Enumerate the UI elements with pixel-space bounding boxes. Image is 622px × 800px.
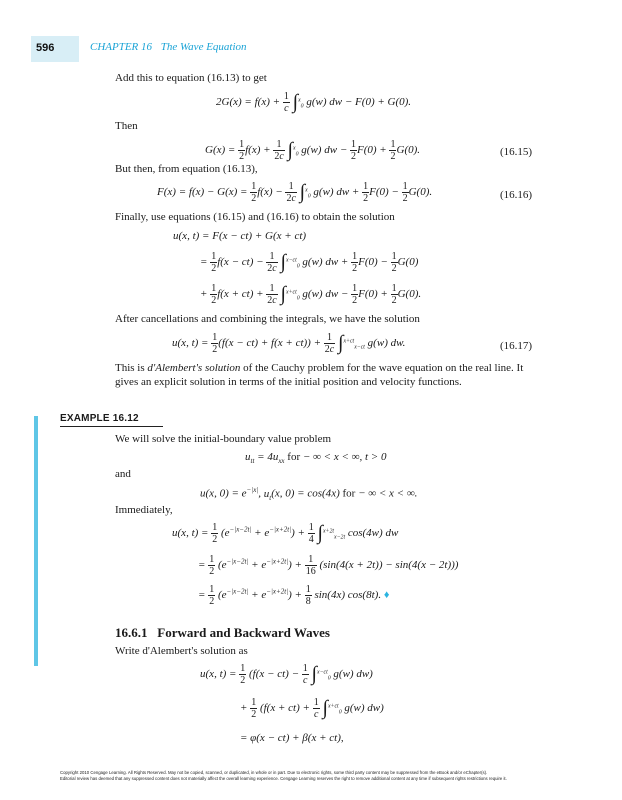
equation-example-line2: = $\frac{1}{2}$ $(e^{-|x-2t|} + e^{-|x+2t|})$ + $\frac{1}{16}$ (sin(4(x + 2t)) − sin(4(x − 2t))) (198, 554, 459, 577)
chapter-header (90, 41, 247, 53)
copyright-line-1: Copyright 2010 Cengage Learning. All Rights Reserved. May not be copied, scanned, or duplicated, in whole or in part. Due to electronic rights, some third party content may be suppressed from the eBook and/or eChapter(s). (60, 770, 488, 775)
copyright-line-2: Editorial review has deemed that any suppressed content does not materially affect the overall learning experience. Cengage Learning reserves the right to remove additional content at any time if subsequent rights restrictions require it. (60, 776, 507, 781)
chapter-number: CHAPTER 16 (90, 41, 153, 53)
equation-initial: u(x, $0) = e^{-|x|}$, $u_t(x$, 0) = cos(4x) for − ∞ < x < ∞. (200, 486, 418, 502)
equation-example-line3: = $\frac{1}{2}$ $(e^{-|x-2t|} + e^{-|x+2t|})$ + $\frac{1}{8}$ sin(4x) cos(8t). ♦ (198, 584, 390, 607)
example-and: and (115, 468, 131, 480)
equation-example-line1: u(x, t) = $\frac{1}{2}$ $(e^{-|x-2t|} + e^{-|x+2t|})$ + $\frac{1}{4}$ ∫$^{x+2t}_{x-2t}$ cos(4w) dw (172, 522, 399, 545)
equation-number-16-15: (16.15) (500, 146, 533, 158)
paragraph-dalembert-line2: gives an explicit solution in terms of the initial position and velocity functions. (115, 376, 462, 388)
equation-forward-line2: + $\frac{1}{2}$ (f(x + ct) + $\frac{1}{c}$ ∫$^{x+ct}_0$ g(w) dw) (240, 697, 384, 720)
paragraph-after-cancellations: After cancellations and combining the integrals, we have the solution (115, 313, 420, 325)
end-of-example-icon: ♦ (383, 589, 390, 602)
equation-u-def: u(x, t) = F(x − ct) + G(x + ct) (173, 230, 307, 242)
equation-dalembert: u(x, t) = $\frac{1}{2}$ (f(x − ct) + f(x + ct)) + $\frac{1}{2c}$ ∫$^{x+ct}_{x-ct}$ g(w) dw. (172, 332, 406, 355)
example-rule (60, 426, 163, 427)
example-sidebar (34, 416, 38, 666)
dalembert-emphasis: d'Alembert's solution (147, 362, 241, 374)
equation-2g: 2G(x) = f(x) + $\frac{1}{c}$ ∫$^x_0$ g(w) dw − F(0) + G(0). (216, 91, 412, 114)
equation-forward-line3: = φ(x − ct) + β(x + ct), (240, 732, 344, 744)
paragraph-dalembert-b: of the Cauchy problem for the wave equation on the real line. It (240, 362, 524, 374)
equation-number-16-17: (16.17) (500, 340, 533, 352)
paragraph-finally: Finally, use equations (16.15) and (16.16) to obtain the solution (115, 211, 395, 223)
page-number: 596 (36, 42, 55, 54)
equation-u-line2: = $\frac{1}{2}$ f(x − ct) − $\frac{1}{2c}$ ∫$^{x-ct}_0$ g(w) dw + $\frac{1}{2}$ F(0) − $\frac{1}{2}$ G(0) (200, 251, 419, 274)
example-immediately: Immediately, (115, 504, 173, 516)
paragraph-but-then: But then, from equation (16.13), (115, 163, 258, 175)
paragraph-dalembert-a: This is (115, 362, 148, 374)
equation-wave: $u_{tt} = 4u_{xx}$ for − ∞ < x < ∞, t > 0 (245, 451, 387, 466)
example-label: EXAMPLE 16.12 (60, 413, 139, 424)
equation-f: F(x) = f(x) − G(x) = $\frac{1}{2}$ f(x) − $\frac{1}{2c}$ ∫$^x_0$ g(w) dw + $\frac{1}{2}$ F(0) − $\frac{1}{2}$ G(0). (157, 181, 433, 204)
paragraph-dalembert-line1 (115, 362, 523, 375)
section-number: 16.6.1 (115, 625, 148, 640)
section-intro: Write d'Alembert's solution as (115, 645, 248, 657)
paragraph-add-this: Add this to equation (16.13) to get (115, 72, 267, 84)
example-intro: We will solve the initial-boundary value problem (115, 433, 332, 445)
equation-forward-line1: u(x, t) = $\frac{1}{2}$ (f(x − ct) − $\frac{1}{c}$ ∫$^{x-ct}_0$ g(w) dw) (200, 663, 373, 686)
chapter-title: The Wave Equation (160, 41, 247, 53)
equation-g: G(x) = $\frac{1}{2}$ f(x) + $\frac{1}{2c}$ ∫$^x_0$ g(w) dw − $\frac{1}{2}$ F(0) + $\frac{1}{2}$ G(0). (205, 139, 421, 162)
equation-number-16-16: (16.16) (500, 189, 533, 201)
equation-u-line3: + $\frac{1}{2}$ f(x + ct) + $\frac{1}{2c}$ ∫$^{x+ct}_0$ g(w) dw − $\frac{1}{2}$ F(0) + $\frac{1}{2}$ G(0). (200, 283, 422, 306)
section-heading (115, 625, 330, 641)
paragraph-then: Then (115, 120, 138, 132)
section-title: Forward and Backward Waves (157, 625, 330, 640)
